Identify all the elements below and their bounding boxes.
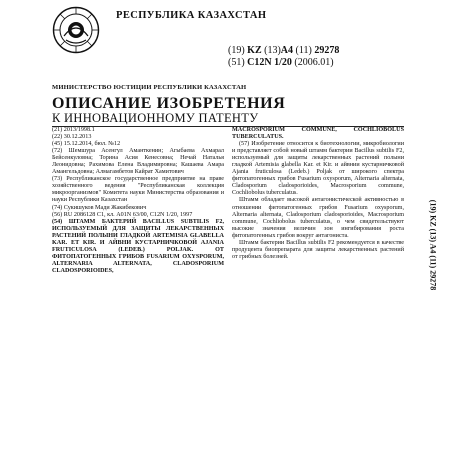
field-73-owner: (73) Республиканское государственное предприятие на праве хозяйственного ведения "Республиканская коллекция микроорганизмов" Комитета науки Министерства образования и науки Республики Казахстан — [52, 176, 224, 204]
field-21: (21) 2013/1998.1 — [52, 127, 95, 133]
document-title: ОПИСАНИЕ ИЗОБРЕТЕНИЯ — [52, 95, 286, 112]
field-74-agent: (74) Сукишуков Мади Жакибекович — [52, 204, 147, 211]
state-emblem-icon — [52, 6, 100, 54]
field-72-inventors: (72) Шемшура Асенгул Аманткенин; Агыбаева Ахмарал Бейсенкуловна; Торина Асия Кенесовна; Нечай Наталья Леонидовна; Рахимова Елена Владимировна; Кашаева Амара Амангельдовна; Алмагамбетов Кайрат Хамитович — [52, 148, 224, 176]
abstract-paragraph-1: (57) Изобретение относится к биотехнологии, микробиологии и представляет собой новый штамм бактерии Bacillus subtilis F2, используемый для защиты лекарственных растений полыни гладкой Artemisia glabella Kar. et Kir. и айвнии кустарничковой Ajania fruticulosa (Ledeb.) Poljak от широкого спектра фитопатогенных грибов Fusarium oxysporum, Alternaria alternata, Cladosporium cladosporioides, Macrosporium commune, Cochliobolus tuberculatus. — [232, 141, 404, 197]
side-publication-label: (19) KZ (13) A4 (11) 29278 — [428, 199, 438, 291]
abstract-paragraph-3: Штамм бактерии Bacillus subtilis F2 рекомендуется в качестве продуцента биопрепарата для защиты лекарственных растений от грибных болезней. — [232, 239, 404, 260]
republic-name: РЕСПУБЛИКА КАЗАХСТАН — [116, 10, 267, 21]
field-54-invention-title: (54) ШТАММ БАКТЕРИЙ BACILLUS SUBTILIS F2, ИСПОЛЬЗУЕМЫЙ ДЛЯ ЗАЩИТЫ ЛЕКАРСТВЕННЫХ РАСТЕНИЙ ПОЛЫНИ ГЛАДКОЙ ARTEMISIA GLABELLA KAR. ET KIR. И АЙВНИ КУСТАРНИЧКОВОЙ AJANIA FRUTICULOSA (LEDEB.) POLJAK. ОТ ФИТОПАТОГЕННЫХ ГРИБОВ FUSARIUM OXYSPORUM, ALTERNARIA ALTERNATA, CLADOSPORIUM CLADOSPORIOIDES, — [52, 218, 224, 274]
abstract-column — [232, 127, 404, 261]
document-subtitle: К ИННОВАЦИОННОМУ ПАТЕНТУ — [52, 111, 259, 125]
field-22: (22) 30.12.2013 — [52, 134, 92, 141]
field-45: (45) 15.12.2014, бюл. №12 — [52, 141, 121, 148]
bibliographic-column — [52, 127, 224, 275]
abstract-paragraph-2: Штамм обладает высокой антагонистической активностью в отношении фитопатогенных грибов Fusarium oxysporum, Alternaria alternata, Cladosporium cladosporioides, Macrosporium commune, Cochliobolus tuberculatus, о чем свидетельствуют высокие значения величин зон ингибирования роста фитопатогенных грибов вокруг антагониста. — [232, 197, 404, 239]
publication-code-line1: (19) KZ (13)A4 (11) 29278 — [228, 45, 340, 56]
field-56-references: (56) RU 2086128 C1, кл. A01N 63/00, C12N 1/20, 1997 — [52, 211, 193, 218]
publication-code — [228, 45, 339, 69]
publication-code-line2: (51) C12N 1/20 (2006.01) — [228, 57, 334, 68]
invention-title-continuation: MACROSPORIUM COMMUNE, COCHLIOBOLUS TUBERCULATUS. — [232, 127, 404, 141]
ministry-name: МИНИСТЕРСТВО ЮСТИЦИИ РЕСПУБЛИКИ КАЗАХСТАН — [52, 84, 247, 91]
